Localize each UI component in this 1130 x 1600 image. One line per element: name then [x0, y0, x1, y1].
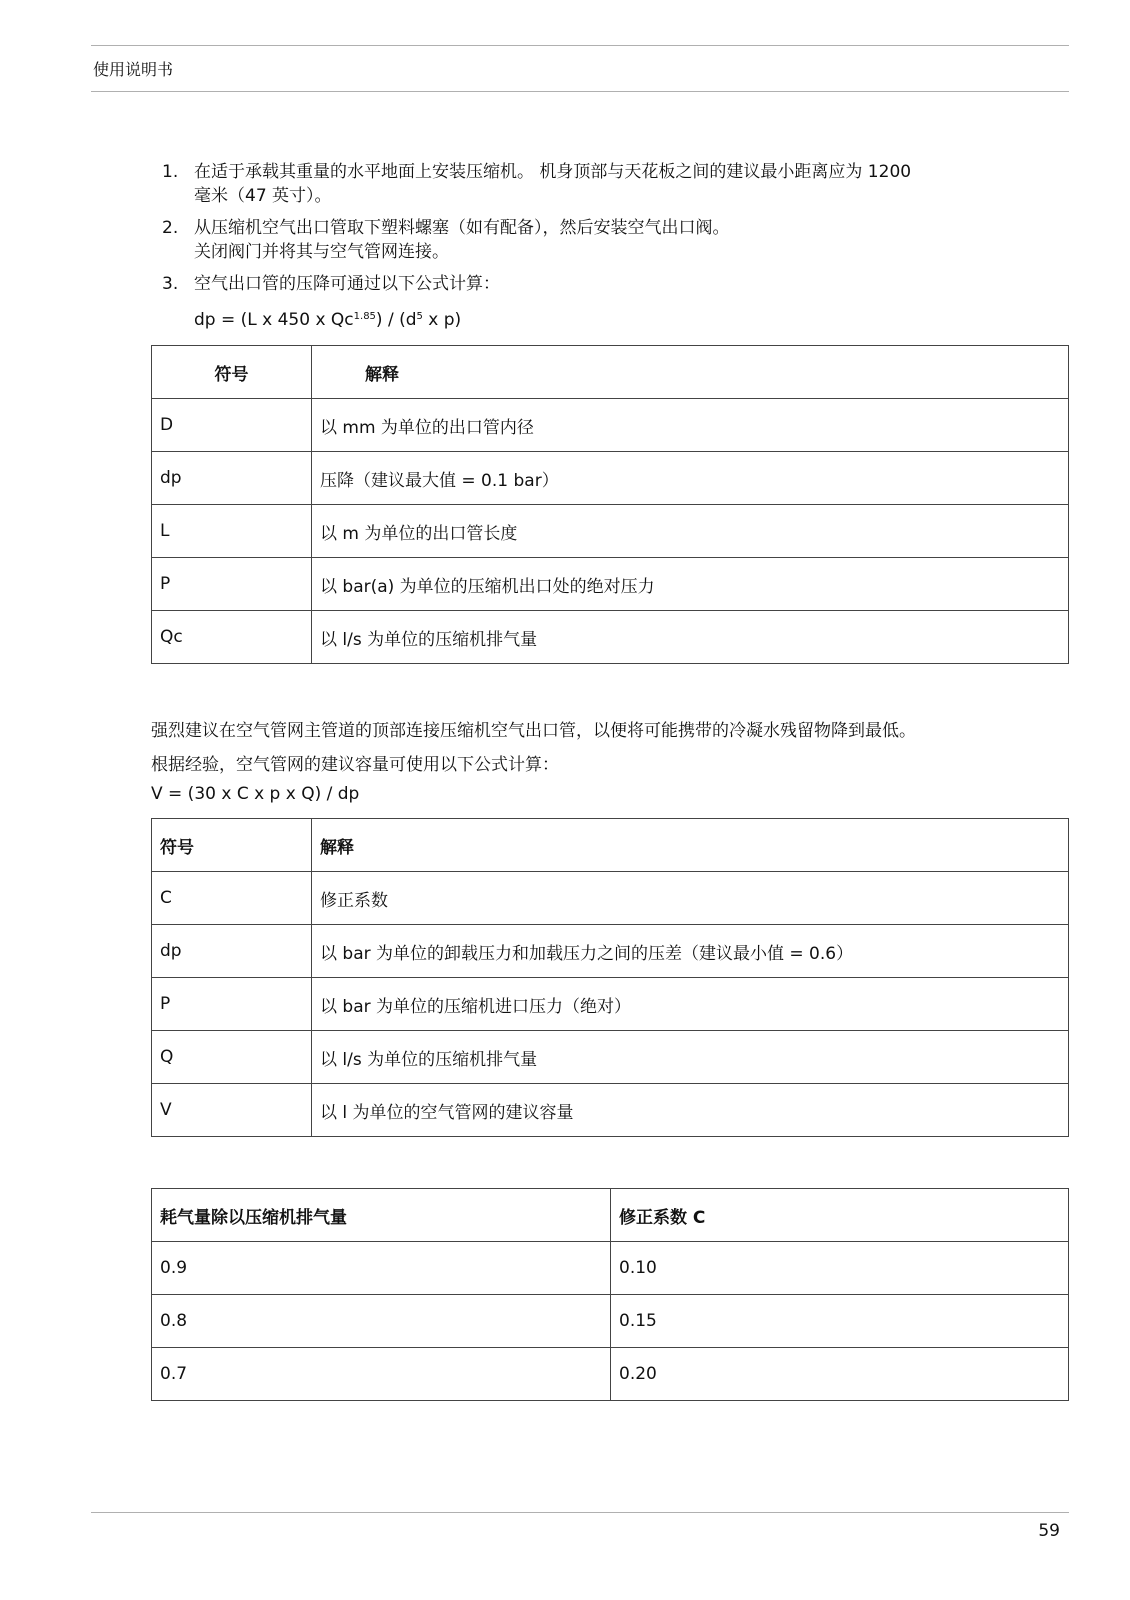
- recommendation-paragraph: 强烈建议在空气管网主管道的顶部连接压缩机空气出口管，以便将可能携带的冷凝水残留物降到最低。: [151, 721, 916, 741]
- description-cell: 以 bar 为单位的压缩机进口压力（绝对）: [312, 978, 1069, 1031]
- step-1: [162, 160, 1042, 208]
- description-cell: 修正系数: [312, 872, 1069, 925]
- formula-exponent: 1.85: [353, 311, 376, 322]
- capacity-formula: V = (30 x C x p x Q) / dp: [151, 784, 360, 804]
- formula-part: dp = (L x 450 x Qc: [194, 310, 354, 330]
- step-text-line: 关闭阀门并将其与空气管网连接。: [194, 242, 449, 262]
- symbol-cell: dp: [152, 452, 312, 505]
- footer-rule: [91, 1512, 1069, 1513]
- symbol-cell: V: [152, 1084, 312, 1137]
- table-row: [152, 925, 1069, 978]
- page-number: 59: [1038, 1521, 1060, 1541]
- description-cell: 以 l 为单位的空气管网的建议容量: [312, 1084, 1069, 1137]
- ratio-cell: 0.8: [152, 1295, 611, 1348]
- step-text-line: 毫米（47 英寸）。: [194, 186, 332, 206]
- table-row: [152, 558, 1069, 611]
- header-cell-factor: 修正系数 C: [611, 1189, 1069, 1242]
- header-cell-ratio: 耗气量除以压缩机排气量: [152, 1189, 611, 1242]
- description-cell: 压降（建议最大值 = 0.1 bar）: [312, 452, 1069, 505]
- step-number: 2.: [162, 218, 179, 238]
- symbol-cell: Q: [152, 1031, 312, 1084]
- header-cell-symbol: 符号: [152, 819, 312, 872]
- table-row: [152, 505, 1069, 558]
- table-row: [152, 1031, 1069, 1084]
- factor-cell: 0.15: [611, 1295, 1069, 1348]
- ratio-cell: 0.9: [152, 1242, 611, 1295]
- symbol-cell: P: [152, 978, 312, 1031]
- table-row: [152, 399, 1069, 452]
- step-number: 3.: [162, 274, 179, 294]
- description-cell: 以 bar(a) 为单位的压缩机出口处的绝对压力: [312, 558, 1069, 611]
- description-cell: 以 l/s 为单位的压缩机排气量: [312, 611, 1069, 664]
- table-header-row: [152, 1189, 1069, 1242]
- header-cell-symbol: 符号: [152, 346, 312, 399]
- table-row: [152, 1348, 1069, 1401]
- symbol-cell: C: [152, 872, 312, 925]
- symbol-cell: dp: [152, 925, 312, 978]
- table-header-row: [152, 819, 1069, 872]
- table-row: [152, 1084, 1069, 1137]
- table-row: [152, 872, 1069, 925]
- table-row: [152, 978, 1069, 1031]
- table-row: [152, 1295, 1069, 1348]
- header-rule-bottom: [91, 91, 1069, 92]
- symbol-cell: Qc: [152, 611, 312, 664]
- description-cell: 以 mm 为单位的出口管内径: [312, 399, 1069, 452]
- symbol-cell: D: [152, 399, 312, 452]
- step-text-line: 在适于承载其重量的水平地面上安装压缩机。 机身顶部与天花板之间的建议最小距离应为 1200: [194, 162, 912, 182]
- description-cell: 以 l/s 为单位的压缩机排气量: [312, 1031, 1069, 1084]
- pressure-drop-formula: [194, 310, 461, 330]
- step-3: [162, 272, 1042, 296]
- factor-cell: 0.20: [611, 1348, 1069, 1401]
- header-title: 使用说明书: [93, 60, 174, 79]
- header-rule-top: [91, 45, 1069, 46]
- pressure-drop-symbol-table: [151, 345, 1069, 664]
- header-cell-description: 解释: [312, 819, 1069, 872]
- description-cell: 以 bar 为单位的卸载压力和加载压力之间的压差（建议最小值 = 0.6）: [312, 925, 1069, 978]
- table-row: [152, 611, 1069, 664]
- ratio-cell: 0.7: [152, 1348, 611, 1401]
- table-row: [152, 1242, 1069, 1295]
- capacity-intro-paragraph: 根据经验，空气管网的建议容量可使用以下公式计算：: [151, 755, 559, 775]
- symbol-cell: L: [152, 505, 312, 558]
- table-header-row: [152, 346, 1069, 399]
- step-text-line: 从压缩机空气出口管取下塑料螺塞（如有配备），然后安装空气出口阀。: [194, 218, 730, 238]
- step-2: [162, 216, 1042, 264]
- step-number: 1.: [162, 162, 179, 182]
- formula-exponent: 5: [416, 311, 423, 322]
- correction-factor-table: [151, 1188, 1069, 1401]
- step-text-line: 空气出口管的压降可通过以下公式计算：: [194, 274, 500, 294]
- factor-cell: 0.10: [611, 1242, 1069, 1295]
- symbol-cell: P: [152, 558, 312, 611]
- header-cell-description: 解释: [312, 346, 1069, 399]
- capacity-symbol-table: [151, 818, 1069, 1137]
- installation-steps: [162, 160, 1042, 304]
- table-row: [152, 452, 1069, 505]
- description-cell: 以 m 为单位的出口管长度: [312, 505, 1069, 558]
- formula-part: ) / (d: [375, 310, 417, 330]
- formula-part: x p): [422, 310, 462, 330]
